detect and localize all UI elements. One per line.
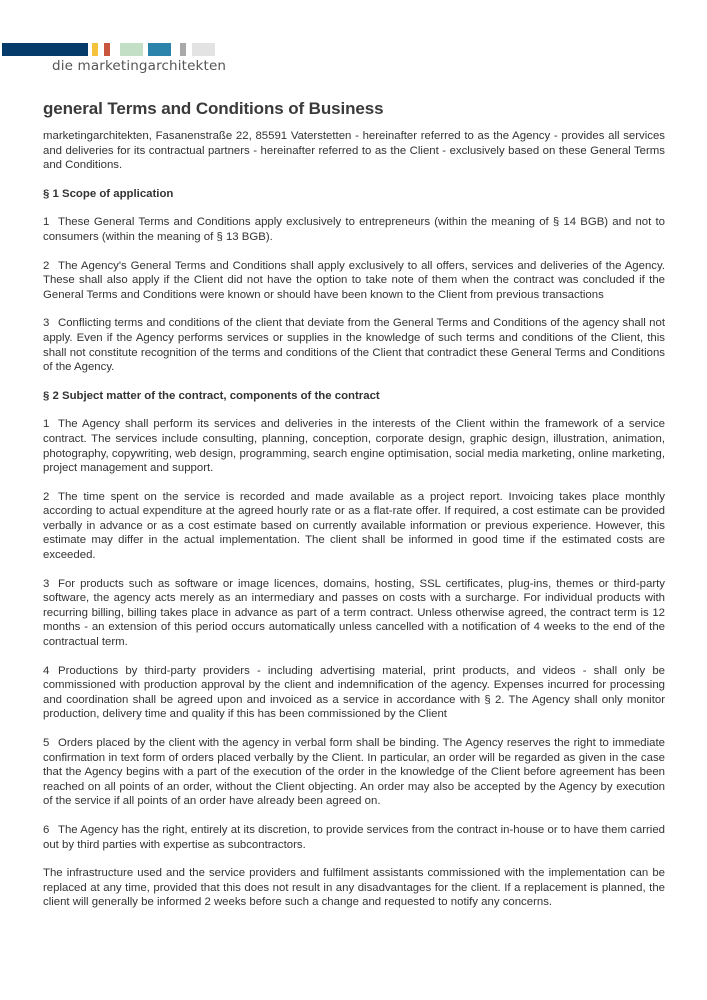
section-2-paragraph-6 — [43, 823, 665, 852]
logo-bar-yellow — [92, 43, 98, 56]
section-2-paragraph-4 — [43, 664, 665, 722]
paragraph-number: 2 — [43, 259, 50, 272]
paragraph-text: The Agency shall perform its services and deliveries in the interests of the Client within the framework of a service contract. The services include consulting, planning, conception, corporate design, graphic design, illustration, animation, photography, copywriting, web design, programming, search engine optimisation, social media marketing, online marketing, project management and support. — [43, 418, 665, 475]
logo-bar-light-green — [120, 43, 143, 56]
paragraph-number: 6 — [43, 823, 50, 836]
paragraph-number: 1 — [43, 418, 50, 431]
company-logo — [0, 0, 260, 90]
logo-bar-grey — [180, 43, 186, 56]
logo-bar-navy — [2, 43, 88, 56]
section-1-paragraph-1 — [43, 215, 665, 244]
document-body — [43, 99, 665, 924]
paragraph-text: The time spent on the service is recorded and made available as a project report. Invoicing takes place monthly according to actual expenditure at the agreed hourly rate or as a flat-rate offer. If required, a cost estimate can be provided verbally in advance or as a cost estimate based on currently available information or previous experience. However, this estimate may differ in the actual implementation. The client shall be informed in good time if the estimated costs are exceeded. — [43, 490, 665, 562]
paragraph-number: 2 — [43, 490, 50, 503]
paragraph-number: 4 — [43, 664, 50, 677]
paragraph-text: These General Terms and Conditions apply exclusively to entrepreneurs (within the meaning of § 14 BGB) and not to consumers (within the meaning of § 13 BGB). — [43, 216, 665, 243]
logo-bar-blue — [148, 43, 171, 56]
section-2-heading: § 2 Subject matter of the contract, components of the contract — [43, 389, 380, 402]
page-title: general Terms and Conditions of Business — [43, 99, 384, 118]
paragraph-number: 3 — [43, 317, 50, 330]
logo-bar-light-grey — [192, 43, 215, 56]
paragraph-number: 3 — [43, 577, 50, 590]
paragraph-text: The infrastructure used and the service providers and fulfilment assistants commissioned with the implementation can be replaced at any time, provided that this does not result in any disadvantages for the client. If a replacement is planned, the client will generally be informed 2 weeks before such a change and requested to notify any concerns. — [43, 867, 665, 909]
section-2-paragraph-5 — [43, 736, 665, 809]
paragraph-number: 1 — [43, 216, 50, 229]
paragraph-text: For products such as software or image licences, domains, hosting, SSL certificates, plug-ins, themes or third-party software, the agency acts merely as an intermediary and passes on costs with a surcharge. For individual products with recurring billing, billing takes place in advance as part of a term contract. Unless otherwise agreed, the contract term is 12 months - an extension of this period occurs automatically unless cancelled with a notification of 4 weeks to the end of the contractual term. — [43, 577, 665, 649]
logo-wordmark: die marketingarchitekten — [52, 58, 227, 74]
intro-paragraph: marketingarchitekten, Fasanenstraße 22, 85591 Vaterstetten - hereinafter referred to as the Agency - provides all services and deliveries for its contractual partners - hereinafter referred to as the Client - exclusively based on these General Terms and Conditions. — [43, 130, 665, 172]
section-1-heading: § 1 Scope of application — [43, 187, 174, 200]
paragraph-text: The Agency has the right, entirely at its discretion, to provide services from the contract in-house or to have them carried out by third parties with expertise as subcontractors. — [43, 823, 665, 851]
paragraph-text: Productions by third-party providers - including advertising material, print products, and videos - shall only be commissioned with production approval by the client and indemnification of the agency. Expenses incurred for processing and coordination shall be agreed upon and invoiced as a service in accordance with § 2. The Agency shall only monitor production, delivery time and quality if this has been commissioned by the Client — [43, 664, 665, 721]
section-2-paragraph-7 — [43, 866, 665, 910]
paragraph-number: 5 — [43, 737, 50, 749]
section-2-paragraph-1 — [43, 417, 665, 475]
section-2-paragraph-2 — [43, 490, 665, 563]
logo-bar-red — [104, 43, 110, 56]
paragraph-text: The Agency's General Terms and Conditions shall apply exclusively to all offers, services and deliveries of the Agency. These shall also apply if the Client did not have the option to take note of them when the contract was concluded if the General Terms and Conditions were known or should have been known to the Client from previous transactions — [43, 259, 665, 301]
section-2-paragraph-3 — [43, 577, 665, 650]
paragraph-text: Orders placed by the client with the agency in verbal form shall be binding. The Agency reserves the right to immediate confirmation in text form of orders placed verbally by the Client. In particular, an order will be regarded as given in the case that the Agency begins with a part of the execution of the order in the knowledge of the Client before agreement has been reached on all points of an order, without the Client objecting. An order may also be accepted by the Agency by execution of the service if all points of an order have already been agreed on. — [43, 737, 665, 808]
section-1-paragraph-2 — [43, 259, 665, 303]
paragraph-text: Conflicting terms and conditions of the client that deviate from the General Terms and Conditions of the agency shall not apply. Even if the Agency performs services or supplies in the knowledge of such terms and conditions of the Client, this shall not constitute recognition of the terms and conditions of the Client that contradict these General Terms and Conditions of the Agency. — [43, 317, 665, 374]
section-1-paragraph-3 — [43, 316, 665, 374]
